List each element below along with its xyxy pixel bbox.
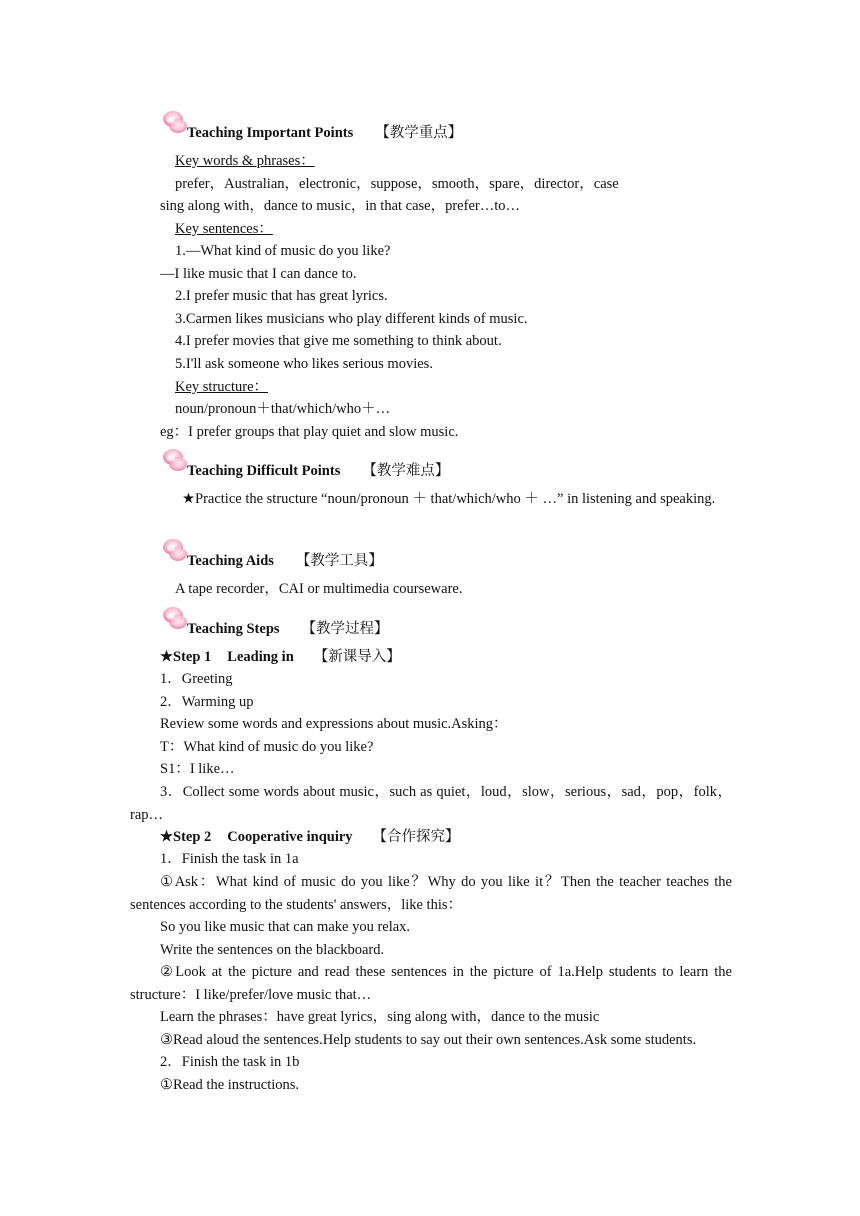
step2-read-instructions: ①Read the instructions. (160, 1077, 300, 1093)
step2-look: ②Look at the picture and read these sentences in the picture of 1a.Help students to learn the structure：I like/prefer/love music that… (130, 964, 732, 1003)
step2-learn-phrases: Learn the phrases：have great lyrics，sing along with，dance to the music (160, 1009, 600, 1025)
key-structure-label: Key structure： (175, 379, 269, 395)
teaching-aids-text: A tape recorder，CAI or multimedia courseware. (175, 581, 463, 597)
flower-bullet-icon (160, 604, 190, 634)
key-sentences-label: Key sentences： (175, 221, 273, 237)
key-structure: noun/pronoun＋that/which/who＋… (175, 401, 391, 417)
flower-bullet-icon (160, 536, 190, 566)
sentence-2: 2.I prefer music that has great lyrics. (175, 288, 388, 304)
teaching-aids-heading: Teaching Aids 【教学工具】 (187, 553, 383, 569)
difficult-points-heading: Teaching Difficult Points 【教学难点】 (187, 463, 450, 479)
key-words-list: prefer，Australian，electronic，suppose，smooth，spare，director，case (175, 176, 619, 192)
step1-line-review: Review some words and expressions about music.Asking： (160, 716, 508, 732)
step1-line-warming: 2．Warming up (160, 694, 254, 710)
key-phrases-list: sing along with，dance to music，in that case，prefer…to… (160, 198, 520, 214)
sentence-1: 1.—What kind of music do you like? (175, 243, 391, 259)
sentence-1-answer: —I like music that I can dance to. (160, 266, 357, 282)
sentence-5: 5.I'll ask someone who likes serious movies. (175, 356, 433, 372)
difficult-points-text: ★Practice the structure “noun/pronoun ＋ that/which/who ＋ …” in listening and speaking. (182, 491, 716, 507)
step1-line-student: S1：I like… (160, 761, 235, 777)
step1-line-teacher: T：What kind of music do you like? (160, 739, 374, 755)
important-points-heading: Teaching Important Points 【教学重点】 (187, 125, 463, 141)
step2-ask: ①Ask：What kind of music do you like？Why do you like it？Then the teacher teaches the sentences according to the students' answers，like this： (130, 874, 732, 913)
sentence-3: 3.Carmen likes musicians who play different kinds of music. (175, 311, 528, 327)
step2-write: Write the sentences on the blackboard. (160, 942, 385, 958)
step2-task-1a: 1．Finish the task in 1a (160, 851, 299, 867)
teaching-steps-heading: Teaching Steps 【教学过程】 (187, 621, 389, 637)
sentence-4: 4.I prefer movies that give me something to think about. (175, 333, 502, 349)
key-words-label: Key words & phrases： (175, 153, 315, 169)
step1-line-greeting: 1．Greeting (160, 671, 233, 687)
step2-so-you-like: So you like music that can make you relax. (160, 919, 411, 935)
step2-task-1b: 2．Finish the task in 1b (160, 1054, 300, 1070)
step1-heading: ★Step 1 Leading in 【新课导入】 (160, 649, 401, 665)
flower-bullet-icon (160, 446, 190, 476)
flower-bullet-icon (160, 108, 190, 138)
structure-example: eg：I prefer groups that play quiet and slow music. (160, 424, 459, 440)
step2-heading: ★Step 2 Cooperative inquiry 【合作探究】 (160, 829, 460, 845)
step1-collect-words: 3．Collect some words about music，such as quiet，loud，slow，serious，sad，pop，folk，rap… (130, 784, 732, 823)
step2-read-aloud: ③Read aloud the sentences.Help students to say out their own sentences.Ask some students. (160, 1032, 697, 1048)
